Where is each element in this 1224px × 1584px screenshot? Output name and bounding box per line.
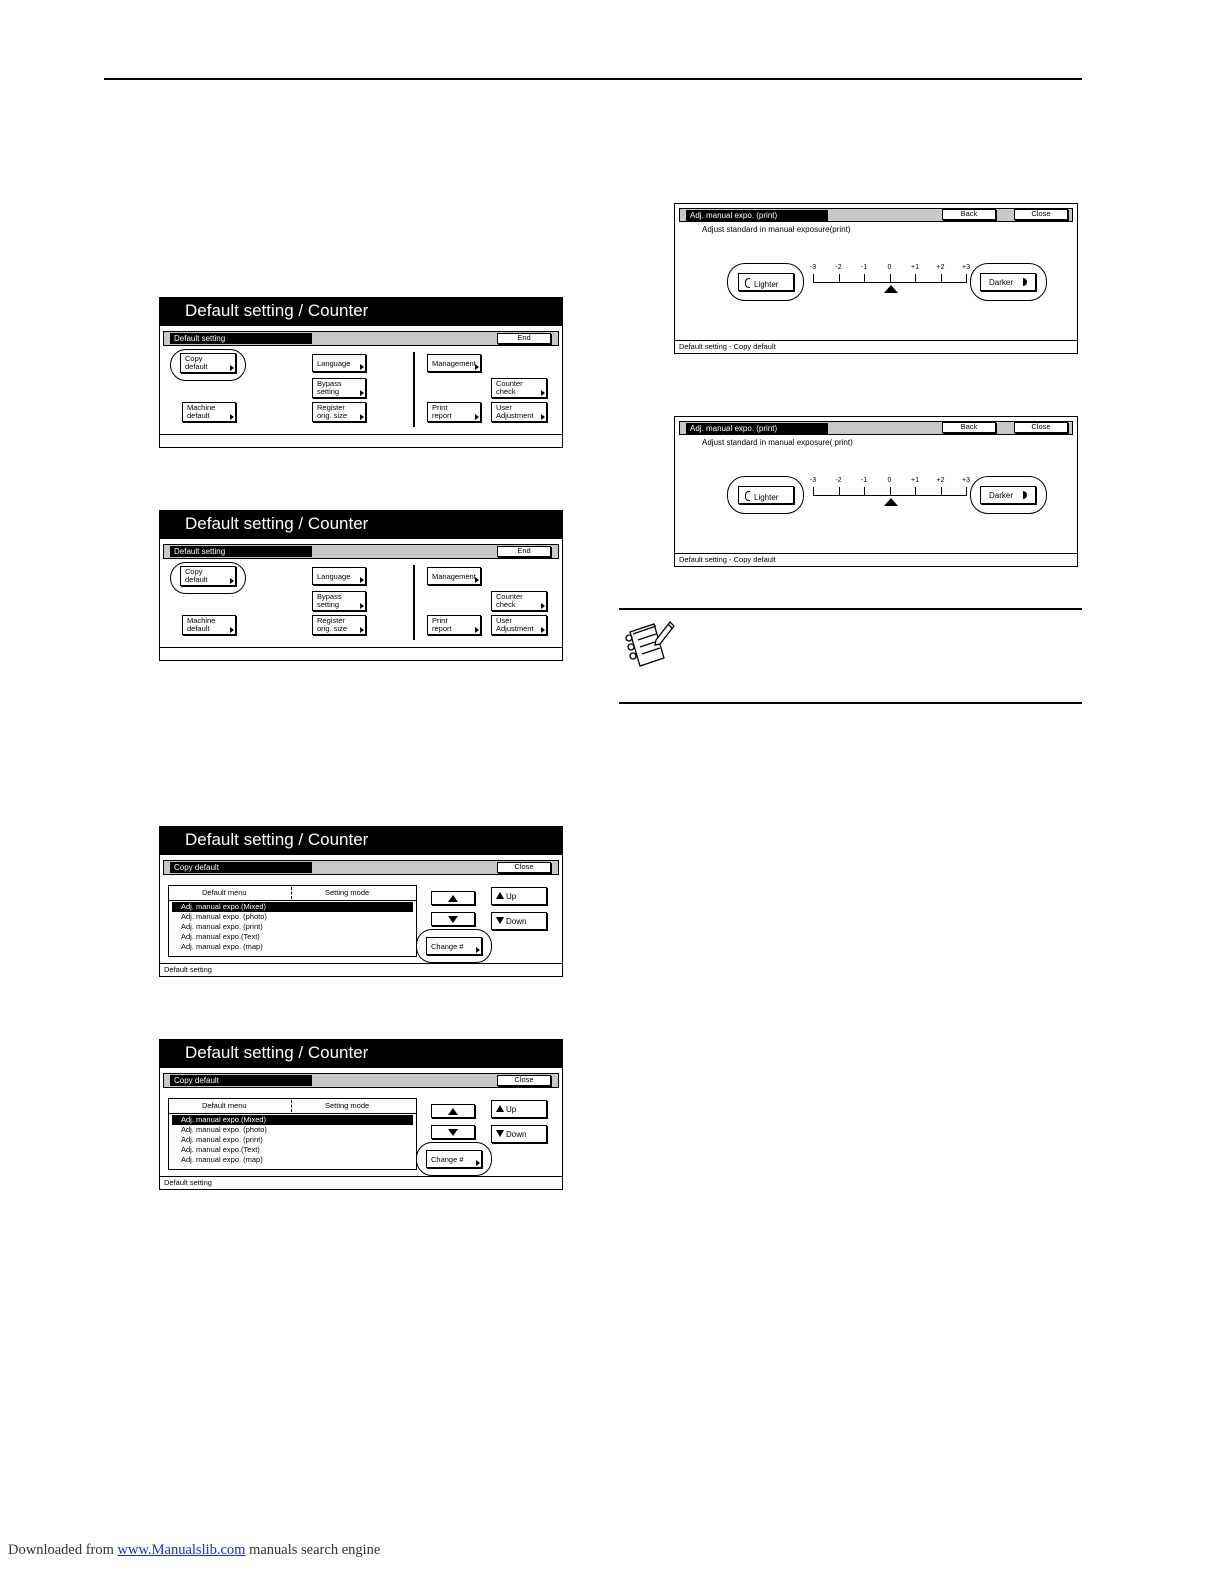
column-header-mode: Setting mode [325,1101,370,1110]
scale-tick-label: -1 [860,264,868,271]
screen-title: Default setting / Counter [159,826,563,854]
exposure-screen-2 [674,416,1078,567]
subbar-label: Copy default [170,1075,312,1086]
status-footer [160,434,562,447]
darker-button[interactable]: Darker [980,486,1036,504]
list-item[interactable]: Adj. manual expo. (print) [181,922,263,931]
scale-tick-label: -3 [809,477,817,484]
end-button[interactable]: End [497,333,551,344]
scroll-up-button[interactable] [431,891,475,905]
language-button[interactable]: Language [312,354,366,372]
scale-tick [813,274,814,283]
list-item[interactable]: Adj. manual expo. (map) [181,1155,263,1164]
darker-button[interactable]: Darker [980,273,1036,291]
scale-tick [915,274,916,283]
lighter-button[interactable]: Lighter [738,486,794,504]
register-orig-size-button[interactable]: Register orig. size [312,615,366,635]
scale-tick [966,487,967,496]
scroll-down-button[interactable] [431,1125,475,1139]
column-header-menu: Default menu [202,888,247,897]
description: Adjust standard in manual exposure( print) [702,438,853,447]
back-button[interactable]: Back [942,422,996,433]
triangle-down-icon [448,1129,458,1136]
scale-tick-label: +3 [962,264,970,271]
lighter-icon [745,491,750,501]
scale-tick [890,487,891,496]
close-button[interactable]: Close [1014,422,1068,433]
scale-tick-label: -3 [809,264,817,271]
scale-tick-label: -2 [835,264,842,271]
counter-check-button[interactable]: Counter check [491,591,547,611]
register-orig-size-button[interactable]: Register orig. size [312,402,366,422]
print-report-button[interactable]: Print report [427,402,481,422]
default-setting-screen-2 [159,510,563,661]
list-item[interactable]: Adj. manual expo.(Text) [181,932,260,941]
scale-tick-label: +2 [936,264,945,271]
management-button[interactable]: Management [427,567,481,585]
triangle-up-icon [448,1108,458,1115]
bypass-setting-button[interactable]: Bypass setting [312,378,366,398]
lighter-button[interactable]: Lighter [738,273,794,291]
copy-default-button[interactable]: Copy default [180,353,236,373]
triangle-down-icon [496,917,504,924]
screen-title: Default setting / Counter [159,510,563,538]
scale-tick-label: 0 [887,477,892,484]
triangle-down-icon [448,916,458,923]
scale-tick-label: +1 [911,264,919,271]
default-setting-screen-1 [159,297,563,448]
scale-tick-label: +1 [911,477,919,484]
copy-default-screen-2 [159,1039,563,1190]
scale-tick-label: -2 [835,477,842,484]
scale-pointer-icon [884,285,898,293]
download-footer: Downloaded from www.Manualslib.com manuals search engine [8,1542,381,1558]
scale-tick [839,274,840,283]
note-rule-bottom [619,702,1082,704]
close-button[interactable]: Close [497,1075,551,1086]
bypass-setting-button[interactable]: Bypass setting [312,591,366,611]
close-button[interactable]: Close [497,862,551,873]
management-button[interactable]: Management [427,354,481,372]
scale-pointer-icon [884,498,898,506]
down-button[interactable]: Down [491,1125,547,1143]
scale-tick-label: +3 [962,477,970,484]
list-item[interactable]: Adj. manual expo.(Mixed) [172,1115,413,1125]
change-button[interactable]: Change # [426,937,482,955]
default-menu-list [168,885,417,957]
status-footer: Default setting [160,1176,562,1189]
scale-tick [890,274,891,283]
subbar-label: Adj. manual expo. (print) [686,423,828,434]
up-button[interactable]: Up [491,887,547,905]
lighter-icon [745,278,750,288]
machine-default-button[interactable]: Machine default [182,615,236,635]
notepad-pencil-icon [620,618,676,674]
scale-tick [864,487,865,496]
default-menu-list [168,1098,417,1170]
list-item[interactable]: Adj. manual expo.(Text) [181,1145,260,1154]
user-adjustment-button[interactable]: User Adjustment [491,402,547,422]
up-button[interactable]: Up [491,1100,547,1118]
print-report-button[interactable]: Print report [427,615,481,635]
divider [413,352,415,427]
scale-tick [941,487,942,496]
counter-check-button[interactable]: Counter check [491,378,547,398]
change-button[interactable]: Change # [426,1150,482,1168]
scale-tick [966,274,967,283]
list-item[interactable]: Adj. manual expo. (map) [181,942,263,951]
column-header-menu: Default menu [202,1101,247,1110]
scale-tick [941,274,942,283]
back-button[interactable]: Back [942,209,996,220]
scale-tick-label: +2 [936,477,945,484]
note-rule-top [619,608,1082,610]
user-adjustment-button[interactable]: User Adjustment [491,615,547,635]
scale-tick [839,487,840,496]
triangle-up-icon [448,895,458,902]
description: Adjust standard in manual exposure(print) [702,225,851,234]
list-item[interactable]: Adj. manual expo. (print) [181,1135,263,1144]
status-footer: Default setting [160,963,562,976]
divider [413,565,415,640]
status-footer [160,647,562,660]
exposure-scale[interactable] [811,477,971,509]
column-header-mode: Setting mode [325,888,370,897]
status-footer: Default setting - Copy default [675,340,1077,353]
screen-title: Default setting / Counter [159,1039,563,1067]
list-item[interactable]: Adj. manual expo. (photo) [181,912,267,921]
manualslib-link[interactable]: www.Manualslib.com [117,1542,246,1558]
language-button[interactable]: Language [312,567,366,585]
screen-title: Default setting / Counter [159,297,563,325]
scale-tick-label: 0 [887,264,892,271]
scale-tick-label: -1 [860,477,868,484]
scale-tick [864,274,865,283]
down-button[interactable]: Down [491,912,547,930]
header-rule [104,78,1082,80]
exposure-screen-1 [674,203,1078,354]
scroll-up-button[interactable] [431,1104,475,1118]
triangle-up-icon [496,892,504,899]
status-footer: Default setting - Copy default [675,553,1077,566]
subbar-label: Default setting [170,333,312,344]
darker-icon [1023,491,1027,499]
scale-tick [813,487,814,496]
subbar-label: Default setting [170,546,312,557]
subbar-label: Copy default [170,862,312,873]
end-button[interactable]: End [497,546,551,557]
copy-default-button[interactable]: Copy default [180,566,236,586]
list-item[interactable]: Adj. manual expo.(Mixed) [172,902,413,912]
subbar-label: Adj. manual expo. (print) [686,210,828,221]
triangle-up-icon [496,1105,504,1112]
machine-default-button[interactable]: Machine default [182,402,236,422]
triangle-down-icon [496,1130,504,1137]
darker-icon [1023,278,1027,286]
exposure-scale[interactable] [811,264,971,296]
scale-tick [915,487,916,496]
list-item[interactable]: Adj. manual expo. (photo) [181,1125,267,1134]
scroll-down-button[interactable] [431,912,475,926]
copy-default-screen-1 [159,826,563,977]
close-button[interactable]: Close [1014,209,1068,220]
